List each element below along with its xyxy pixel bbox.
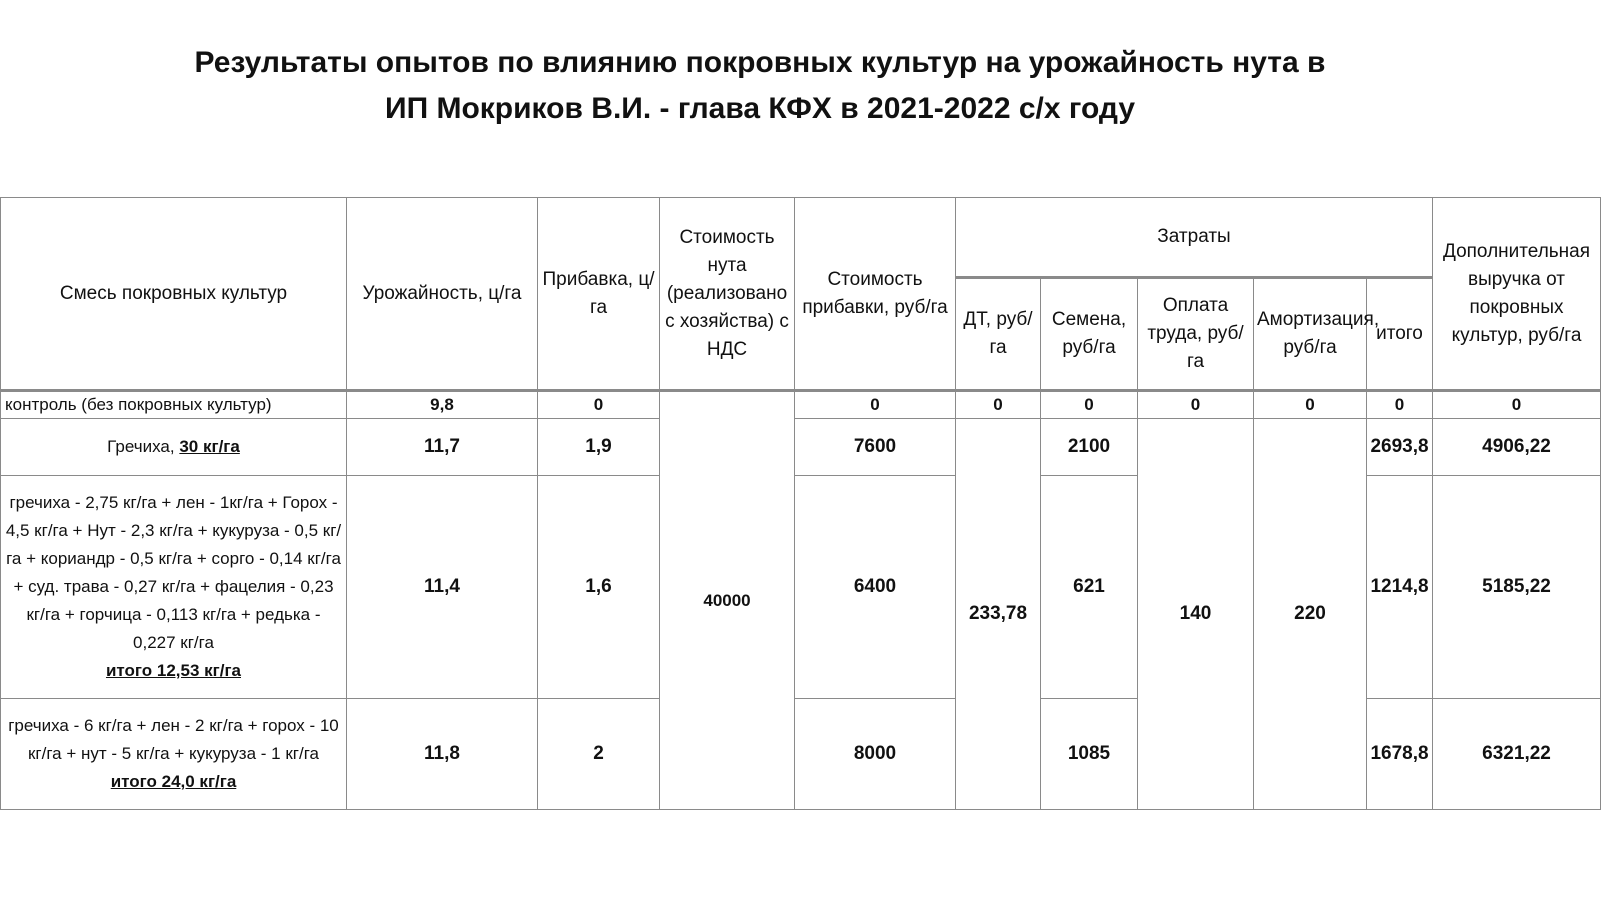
cell-gain-cost: 7600: [795, 419, 956, 476]
table-row: [1, 391, 1601, 419]
cell-seeds: 0: [1041, 391, 1138, 419]
cell-amortization-merged: 220: [1254, 419, 1367, 810]
header-extra-revenue: Дополнительная выручка от покровных культур, руб/га: [1433, 198, 1601, 391]
cell-yield: 11,7: [347, 419, 538, 476]
mix-text: гречиха - 6 кг/га + лен - 2 кг/га + горох - 10 кг/га + нут - 5 кг/га + кукуруза - 1 кг/га: [8, 716, 339, 763]
cell-mix: контроль (без покровных культур): [1, 391, 347, 419]
cell-extra-revenue: 0: [1433, 391, 1601, 419]
cell-seeds: 621: [1041, 476, 1138, 699]
title-line-1: Результаты опытов по влиянию покровных культур на урожайность нута в: [194, 46, 1326, 79]
cell-gain: 0: [538, 391, 660, 419]
cell-seeds: 1085: [1041, 699, 1138, 810]
cell-amortization: 0: [1254, 391, 1367, 419]
cell-price-merged: 40000: [660, 391, 795, 810]
cell-total: 2693,8: [1367, 419, 1433, 476]
cell-gain-cost: 8000: [795, 699, 956, 810]
cell-yield: 11,4: [347, 476, 538, 699]
header-price: Стоимость нута (реализовано с хозяйства) с НДС: [660, 198, 795, 391]
mix-dose: 30 кг/га: [179, 437, 240, 456]
cell-mix: [1, 476, 347, 699]
cell-labor: 0: [1138, 391, 1254, 419]
header-yield: Урожайность, ц/га: [347, 198, 538, 391]
cell-total: 1214,8: [1367, 476, 1433, 699]
header-gain-cost: Стоимость прибавки, руб/га: [795, 198, 956, 391]
mix-text: Гречиха,: [107, 437, 175, 456]
header-costs: Затраты: [956, 198, 1433, 278]
cell-dt-merged: 233,78: [956, 419, 1041, 810]
header-labor: Оплата труда, руб/га: [1138, 278, 1254, 391]
cell-gain-cost: 0: [795, 391, 956, 419]
cell-total: 0: [1367, 391, 1433, 419]
header-mix: Смесь покровных культур: [1, 198, 347, 391]
cell-gain: 1,9: [538, 419, 660, 476]
title-line-2: ИП Мокриков В.И. - глава КФХ в 2021-2022 с/х году: [385, 92, 1135, 125]
cell-yield: 9,8: [347, 391, 538, 419]
header-seeds: Семена, руб/га: [1041, 278, 1138, 391]
header-amortization: Амортизация, руб/га: [1254, 278, 1367, 391]
mix-total: итого 24,0 кг/га: [110, 772, 237, 791]
cell-yield: 11,8: [347, 699, 538, 810]
cell-extra-revenue: 6321,22: [1433, 699, 1601, 810]
cell-labor-merged: 140: [1138, 419, 1254, 810]
mix-total: итого 12,53 кг/га: [105, 661, 241, 680]
results-table: [0, 197, 1601, 810]
cell-seeds: 2100: [1041, 419, 1138, 476]
cell-gain-cost: 6400: [795, 476, 956, 699]
header-dt: ДТ, руб/га: [956, 278, 1041, 391]
cell-extra-revenue: 4906,22: [1433, 419, 1601, 476]
cell-gain: 2: [538, 699, 660, 810]
cell-mix: [1, 419, 347, 476]
table-row: [1, 419, 1601, 476]
cell-mix: [1, 699, 347, 810]
cell-total: 1678,8: [1367, 699, 1433, 810]
header-gain: Прибавка, ц/га: [538, 198, 660, 391]
header-total: итого: [1367, 278, 1433, 391]
mix-text: гречиха - 2,75 кг/га + лен - 1кг/га + Горох - 4,5 кг/га + Нут - 2,3 кг/га + кукуруза - 0,5 кг/га + кориандр - 0,5 кг/га + сорго - 0,14 кг/га + суд. трава - 0,27 кг/га + фацелия - 0,23 кг/га + горчица - 0,113 кг/га + редька - 0,227 кг/га: [5, 493, 342, 652]
cell-extra-revenue: 5185,22: [1433, 476, 1601, 699]
cell-dt: 0: [956, 391, 1041, 419]
page-title: [60, 40, 1460, 132]
cell-gain: 1,6: [538, 476, 660, 699]
